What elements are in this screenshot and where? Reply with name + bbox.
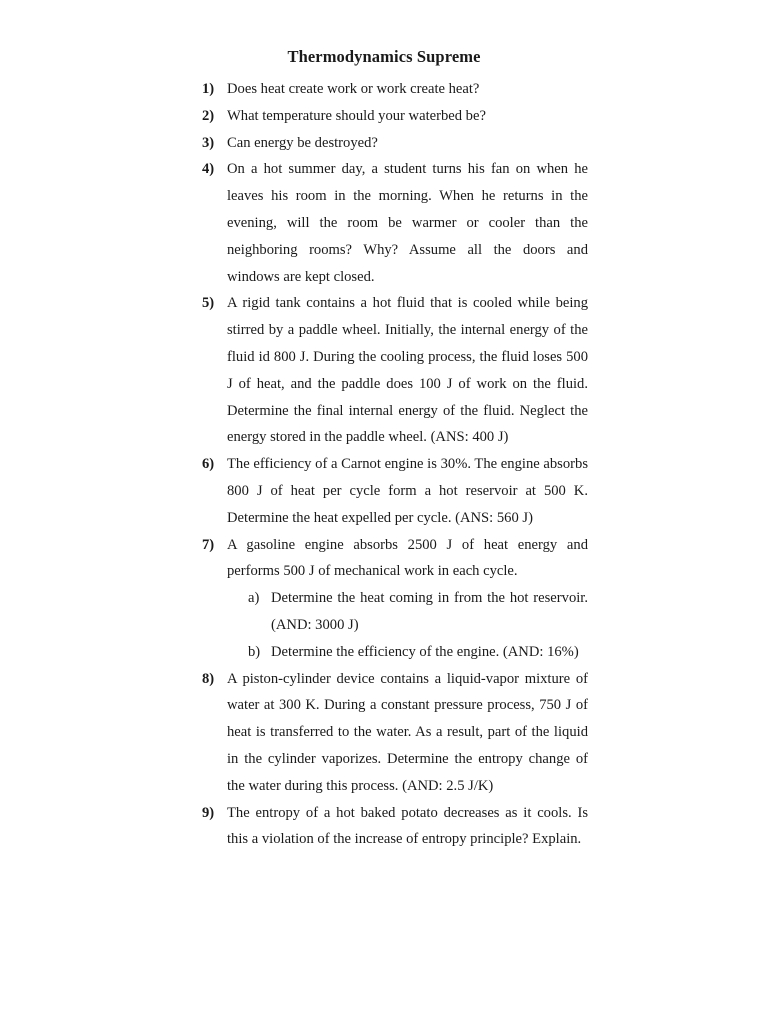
question-text: What temperature should your waterbed be? [227,107,486,124]
question-item [202,290,588,451]
question-number: 5) [202,295,215,312]
sub-question-item [248,585,588,639]
question-item [202,451,588,531]
question-number: 7) [202,536,215,553]
page-title: Thermodynamics Supreme [287,47,481,66]
sub-question-letter: a) [248,590,260,607]
sub-question-item [248,639,588,666]
sub-question-letter: b) [248,643,261,660]
question-number: 4) [202,161,215,178]
question-number: 9) [202,804,215,821]
question-body [227,532,588,586]
question-number: 8) [202,670,215,687]
question-item [202,666,588,800]
question-number: 1) [202,81,215,97]
question-item [202,156,588,290]
question-item [202,800,588,854]
question-text: A gasoline engine absorbs 2500 J of heat energy and performs 500 J of mechanical work in each cycle. [227,536,588,580]
sub-question-text: Determine the heat coming in from the hot reservoir. (AND: 3000 J) [271,590,588,633]
question-text: A rigid tank contains a hot fluid that is cooled while being stirred by a paddle wheel. Initially, the internal energy of the fluid id 800 J. During the cooling process, the fluid loses 500 J of heat, and the paddle does 100 J of work on the fluid. Determine the final internal energy of the fluid. Neglect the energy stored in the paddle wheel. (ANS: 400 J) [227,295,588,446]
question-text: Does heat create work or work create heat? [227,81,480,97]
question-item [202,76,588,103]
question-item [202,130,588,157]
sub-question-text: Determine the efficiency of the engine. (AND: 16%) [271,643,579,660]
question-text: Can energy be destroyed? [227,134,378,151]
question-number: 2) [202,107,215,124]
question-text: A piston-cylinder device contains a liquid-vapor mixture of water at 300 K. During a constant pressure process, 750 J of heat is transferred to the water. As a result, part of the liquid in the cylinder vaporizes. Determine the entropy change of the water during this process. (AND: 2.5 J/K) [227,670,588,794]
question-text: The efficiency of a Carnot engine is 30%. The engine absorbs 800 J of heat per cycle form a hot reservoir at 500 K. Determine the heat expelled per cycle. (ANS: 560 J) [227,456,588,526]
sub-question-list [248,585,588,665]
question-number: 3) [202,134,215,151]
question-item [202,103,588,130]
question-number: 6) [202,456,215,473]
question-item [202,532,588,586]
question-text: The entropy of a hot baked potato decreases as it cools. Is this a violation of the increase of entropy principle? Explain. [227,804,588,848]
question-text: On a hot summer day, a student turns his fan on when he leaves his room in the morning. When he returns in the evening, will the room be warmer or cooler than the neighboring rooms? Why? Assume all the doors and windows are kept closed. [227,161,588,285]
question-list [202,76,588,853]
